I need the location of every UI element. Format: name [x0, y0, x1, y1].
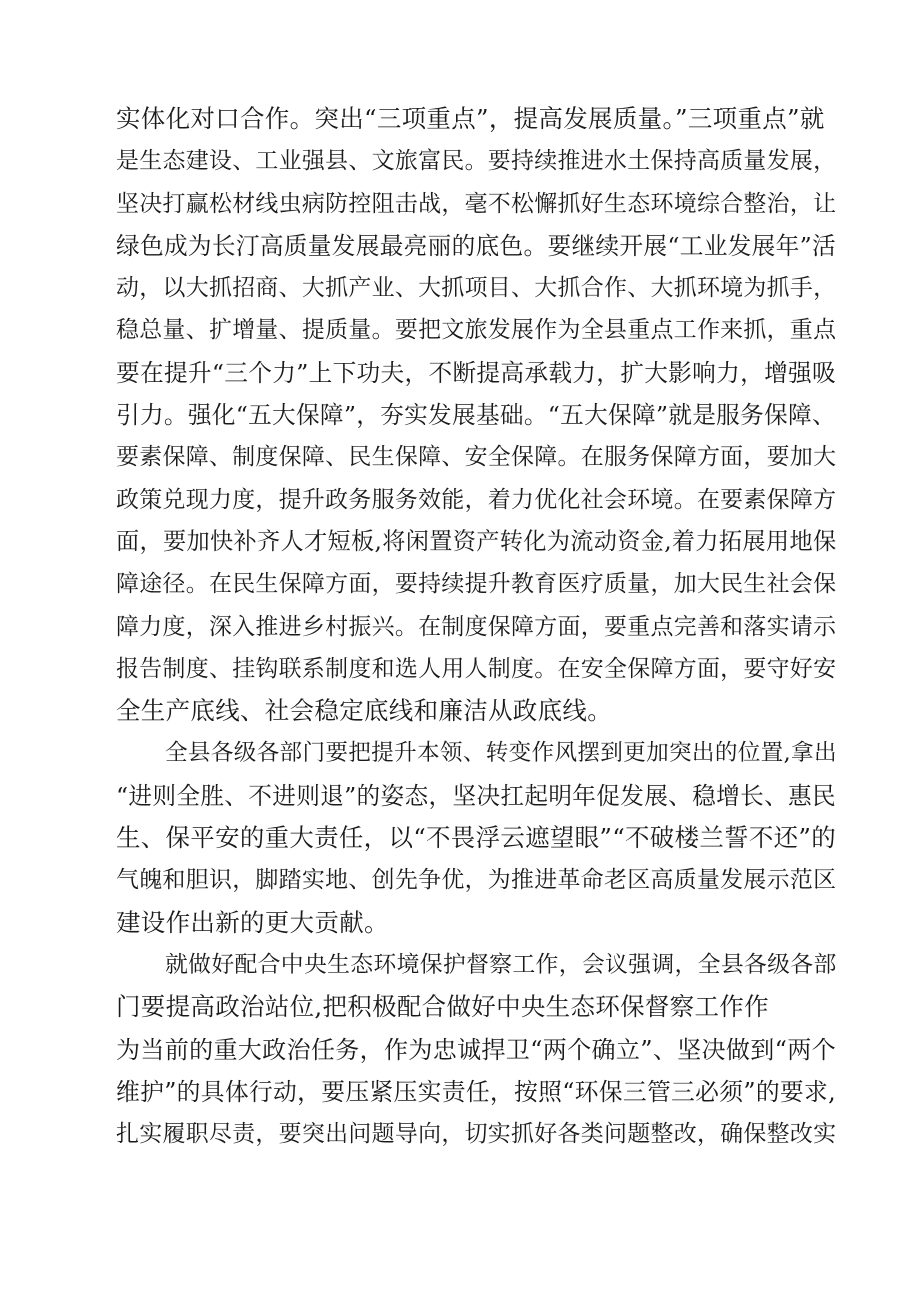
text-line: 面，要加快补齐人才短板,将闲置资产转化为流动资金,着力拓展用地保: [116, 527, 837, 555]
text-line: 全生产底线、社会稳定底线和廉洁从政底线。: [116, 696, 612, 726]
paragraph-first-line: 就做好配合中央生态环境保护督察工作，会议强调，全县各级各部: [165, 951, 837, 978]
text-line: 政策兑现力度，提升政务服务效能，着力优化社会环境。在要素保障方: [116, 486, 837, 513]
text-line: 为当前的重大政治任务，作为忠诚捍卫“两个确立”、坚决做到“两个: [116, 1035, 836, 1064]
text-line: 气魄和胆识，脚踏实地、创先争优，为推进革命老区高质量发展示范区: [116, 867, 837, 894]
text-line: 建设作出新的更大贡献。: [116, 907, 389, 937]
text-line: 障途径。在民生保障方面，要持续提升教育医疗质量，加大民生社会保: [116, 571, 837, 598]
text-line: 报告制度、挂钩联系制度和选人用人制度。在安全保障方面，要守好安: [116, 655, 837, 682]
paragraph-first-line: 全县各级各部门要把提升本领、转变作风摆到更加突出的位置,拿出: [165, 740, 837, 767]
text-line: 是生态建设、工业强县、文旅富民。要持续推进水土保持高质量发展，: [116, 148, 837, 175]
text-line: 坚决打赢松材线虫病防控阻击战，毫不松懈抓好生态环境综合整治，让: [116, 190, 837, 217]
text-line: 稳总量、扩增量、提质量。要把文旅发展作为全县重点工作来抓，重点: [116, 317, 837, 344]
text-line: 实体化对口合作。突出“三项重点”，提高发展质量。”三项重点”就: [116, 104, 825, 133]
text-line: 门要提高政治站位,把积极配合做好中央生态环保督察工作作: [116, 992, 769, 1022]
text-line: 动，以大抓招商、大抓产业、大抓项目、大抓合作、大抓环境为抓手，: [116, 275, 837, 302]
text-line: 扎实履职尽责，要突出问题导向，切实抓好各类问题整改，确保整改实: [116, 1121, 837, 1148]
body-text: [116, 98, 836, 1155]
text-line: 障力度，深入推进乡村振兴。在制度保障方面，要重点完善和落实请示: [116, 613, 837, 640]
text-line: 要在提升“三个力”上下功夫，不断提高承载力，扩大影响力，增强吸: [116, 358, 836, 387]
text-line: 绿色成为长汀高质量发展最亮丽的底色。要继续开展“工业发展年”活: [116, 231, 836, 260]
text-line: 生、保平安的重大责任，以“不畏浮云遮望眼”“不破楼兰誓不还”的: [116, 823, 836, 853]
text-line: 引力。强化“五大保障”，夯实发展基础。“五大保障”就是服务保障、: [116, 401, 836, 430]
text-line: 维护”的具体行动，要压紧压实责任，按照“环保三管三必须”的要求,: [116, 1077, 836, 1106]
text-line: 要素保障、制度保障、民生保障、安全保障。在服务保障方面，要加大: [116, 444, 837, 471]
text-line: “进则全胜、不进则退”的姿态，坚决扛起明年促发展、稳增长、惠民: [116, 781, 836, 810]
